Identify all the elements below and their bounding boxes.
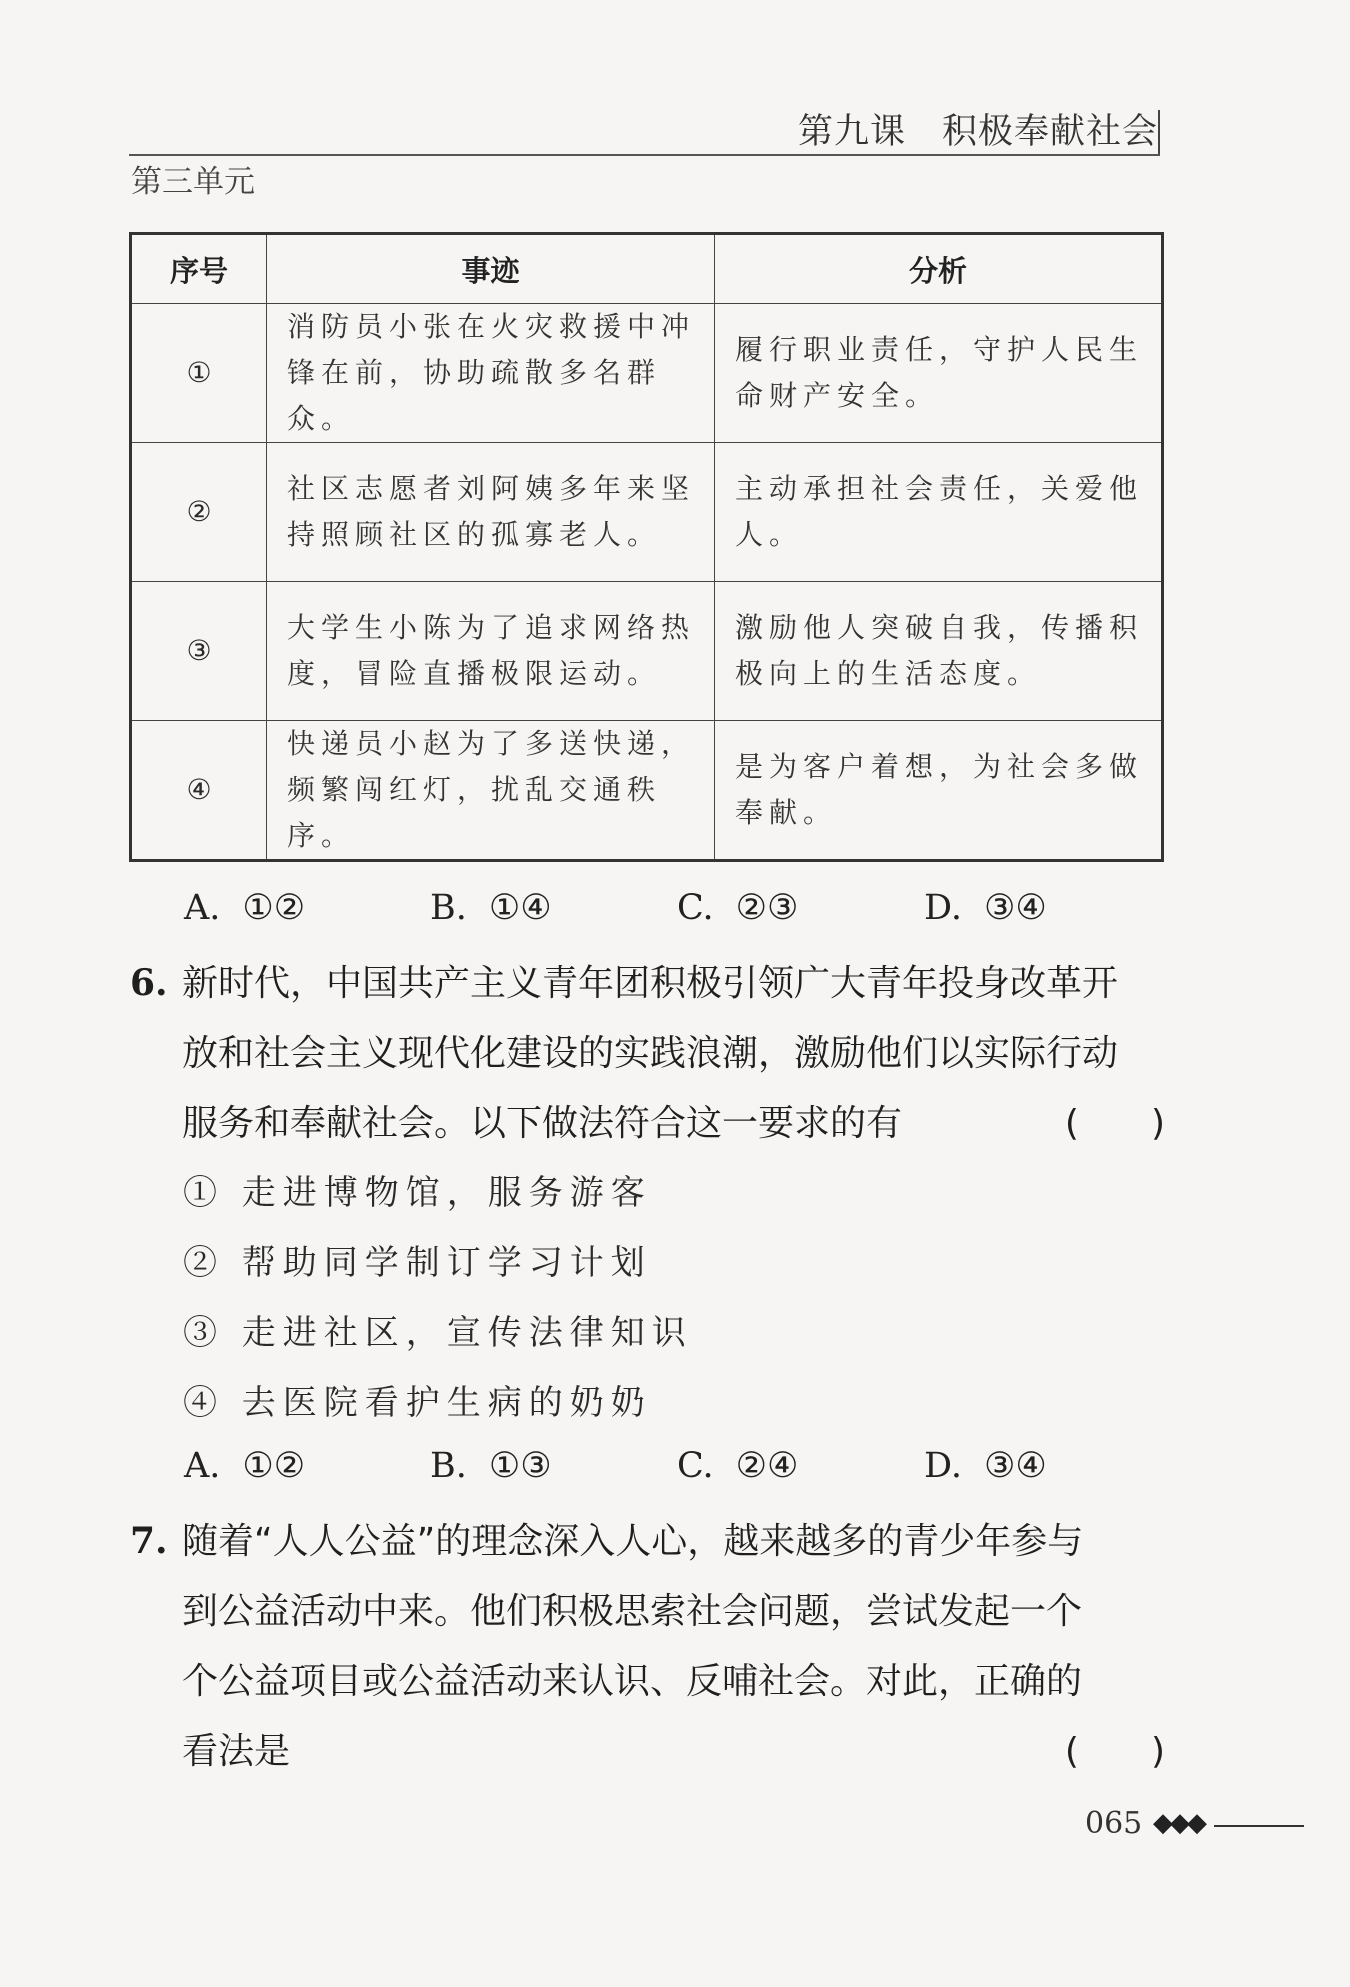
question-text-line: 看法是 [182,1731,291,1772]
deeds-table [129,232,1164,862]
list-item: ④ 去医院看护生病的奶奶 [183,1383,652,1423]
list-item: ① 走进博物馆，服务游客 [183,1173,652,1213]
question-text-line: 随着“人人公益”的理念深入人心，越来越多的青少年参与 [182,1521,1084,1562]
list-item: ② 帮助同学制订学习计划 [183,1243,652,1283]
table-row [131,443,1163,582]
table-row [131,582,1163,721]
row-analysis: 主动承担社会责任，关爱他人。 [715,443,1163,582]
row-analysis: 履行职业责任，守护人民生命财产安全。 [715,304,1163,443]
header-seq: 序号 [131,234,267,304]
question-text-line: 到公益活动中来。他们积极思索社会问题，尝试发起一个 [182,1591,1083,1632]
row-seq: ① [131,304,267,443]
row-seq: ④ [131,721,267,861]
question-text-line: 新时代，中国共产主义青年团积极引领广大青年投身改革开 [182,963,1119,1004]
footer-rule [1214,1825,1304,1827]
question-text-line: 服务和奉献社会。以下做法符合这一要求的有 [182,1103,903,1144]
question-6 [130,948,1165,1159]
answer-blank[interactable]: ( ) [1064,1103,1165,1144]
page-number: 065 [1085,1806,1143,1841]
q5-option-d[interactable]: D. ③④ [924,888,1047,928]
q6-option-c[interactable]: C. ②④ [677,1446,799,1486]
question-text-line: 放和社会主义现代化建设的实践浪潮，激励他们以实际行动 [182,1033,1119,1074]
table-row [131,304,1163,443]
row-deed: 消防员小张在火灾救援中冲锋在前，协助疏散多名群众。 [267,304,715,443]
row-deed: 大学生小陈为了追求网络热度，冒险直播极限运动。 [267,582,715,721]
lesson-title: 第九课 积极奉献社会 [797,112,1158,152]
q6-option-a[interactable]: A. ①② [184,1446,306,1486]
question-text-line: 个公益项目或公益活动来认识、反哺社会。对此，正确的 [182,1661,1083,1702]
question-number: 7. [130,1520,168,1562]
header-deed: 事迹 [267,234,715,304]
row-analysis: 激励他人突破自我，传播积极向上的生活态度。 [715,582,1163,721]
row-seq: ② [131,443,267,582]
question-7 [130,1506,1165,1787]
row-analysis: 是为客户着想，为社会多做奉献。 [715,721,1163,861]
table-row [131,721,1163,861]
q5-option-c[interactable]: C. ②③ [677,888,799,928]
header-rule [129,154,1160,156]
header-analysis: 分析 [715,234,1163,304]
q5-option-a[interactable]: A. ①② [184,888,306,928]
q5-option-b[interactable]: B. ①④ [430,888,552,928]
list-item: ③ 走进社区，宣传法律知识 [183,1313,693,1353]
q6-option-b[interactable]: B. ①③ [430,1446,552,1486]
row-seq: ③ [131,582,267,721]
q6-option-d[interactable]: D. ③④ [924,1446,1047,1486]
row-deed: 社区志愿者刘阿姨多年来坚持照顾社区的孤寡老人。 [267,443,715,582]
diamond-ornament-icon: ◆◆◆ [1153,1808,1204,1838]
row-deed: 快递员小赵为了多送快递，频繁闯红灯，扰乱交通秩序。 [267,721,715,861]
answer-blank[interactable]: ( ) [1064,1731,1165,1772]
unit-label: 第三单元 [131,164,255,200]
q6-items [183,1158,693,1438]
table-header-row [131,234,1163,304]
header-divider-tick [1158,110,1160,156]
question-number: 6. [130,962,168,1004]
